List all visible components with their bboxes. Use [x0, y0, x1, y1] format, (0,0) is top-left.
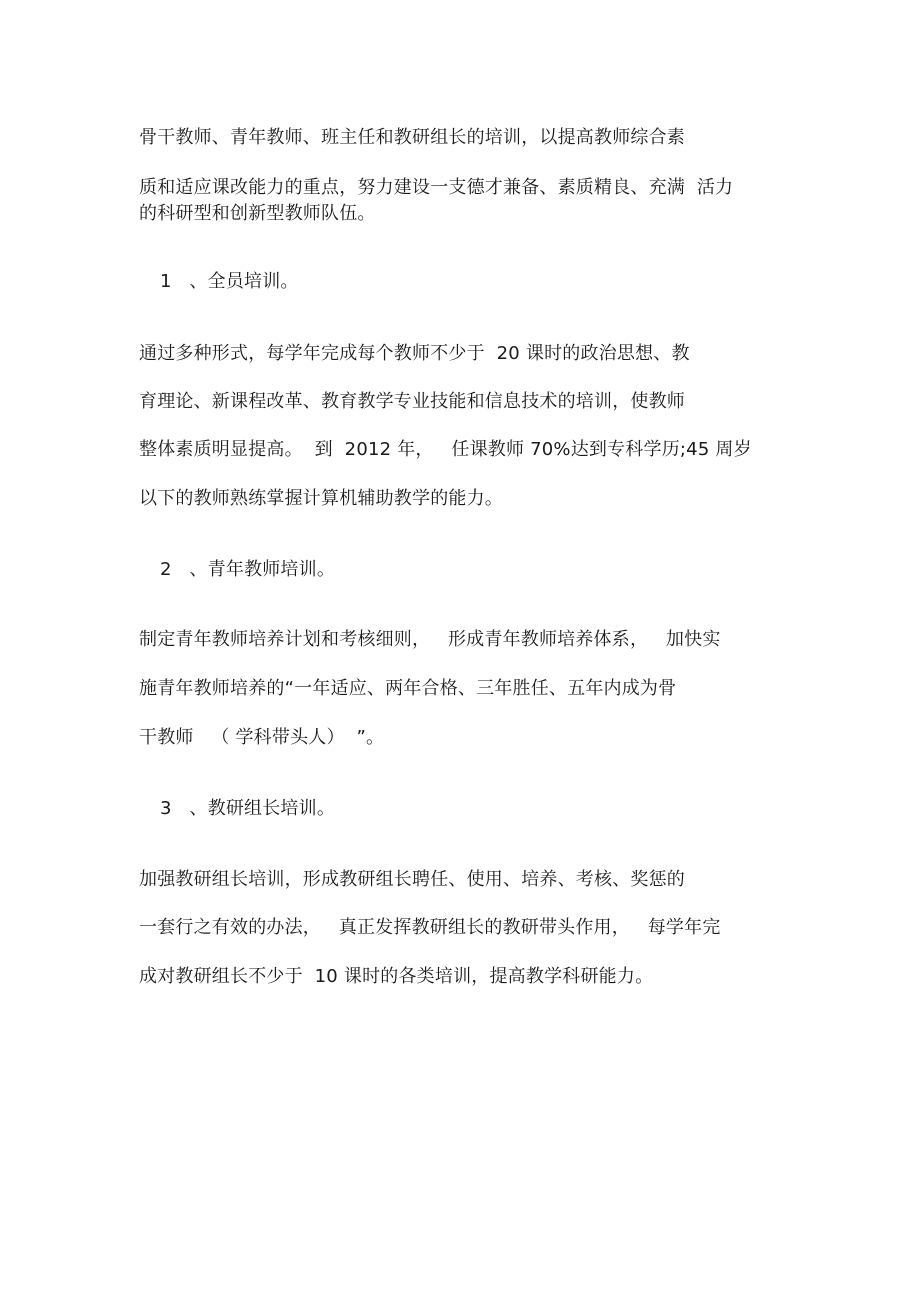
section-3-line-2: 一套行之有效的办法， 真正发挥教研组长的教研带头作用， 每学年完 — [139, 917, 721, 938]
section-2-line-1: 制定青年教师培养计划和考核细则， 形成青年教师培养体系， 加快实 — [139, 629, 721, 650]
section-1-line-2: 育理论、新课程改革、教育教学专业技能和信息技术的培训，使教师 — [139, 391, 685, 412]
section-3-line-1: 加强教研组长培训，形成教研组长聘任、使用、培养、考核、奖惩的 — [139, 869, 685, 890]
section-1-line-3: 整体素质明显提高。 到 2012 年， 任课教师 70%达到专科学历;45 周岁 — [139, 439, 752, 460]
section-1-line-1: 通过多种形式，每学年完成每个教师不少于 20 课时的政治思想、教 — [139, 343, 690, 364]
section-1-heading: 1 、全员培训。 — [160, 271, 299, 292]
section-2-heading: 2 、青年教师培训。 — [160, 559, 336, 580]
intro-line-1: 骨干教师、青年教师、班主任和教研组长的培训，以提高教师综合素 — [139, 127, 685, 148]
section-2-line-2: 施青年教师培养的“一年适应、两年合格、三年胜任、五年内成为骨 — [139, 678, 677, 699]
section-2-line-3: 干教师 （ 学科带头人） ”。 — [139, 727, 385, 748]
section-3-line-3: 成对教研组长不少于 10 课时的各类培训，提高教学科研能力。 — [139, 966, 654, 987]
intro-line-3: 的科研型和创新型教师队伍。 — [139, 203, 376, 224]
section-3-heading: 3 、教研组长培训。 — [160, 798, 336, 819]
section-1-line-4: 以下的教师熟练掌握计算机辅助教学的能力。 — [139, 488, 503, 509]
intro-line-2: 质和适应课改能力的重点，努力建设一支德才兼备、素质精良、充满 活力 — [139, 177, 734, 198]
